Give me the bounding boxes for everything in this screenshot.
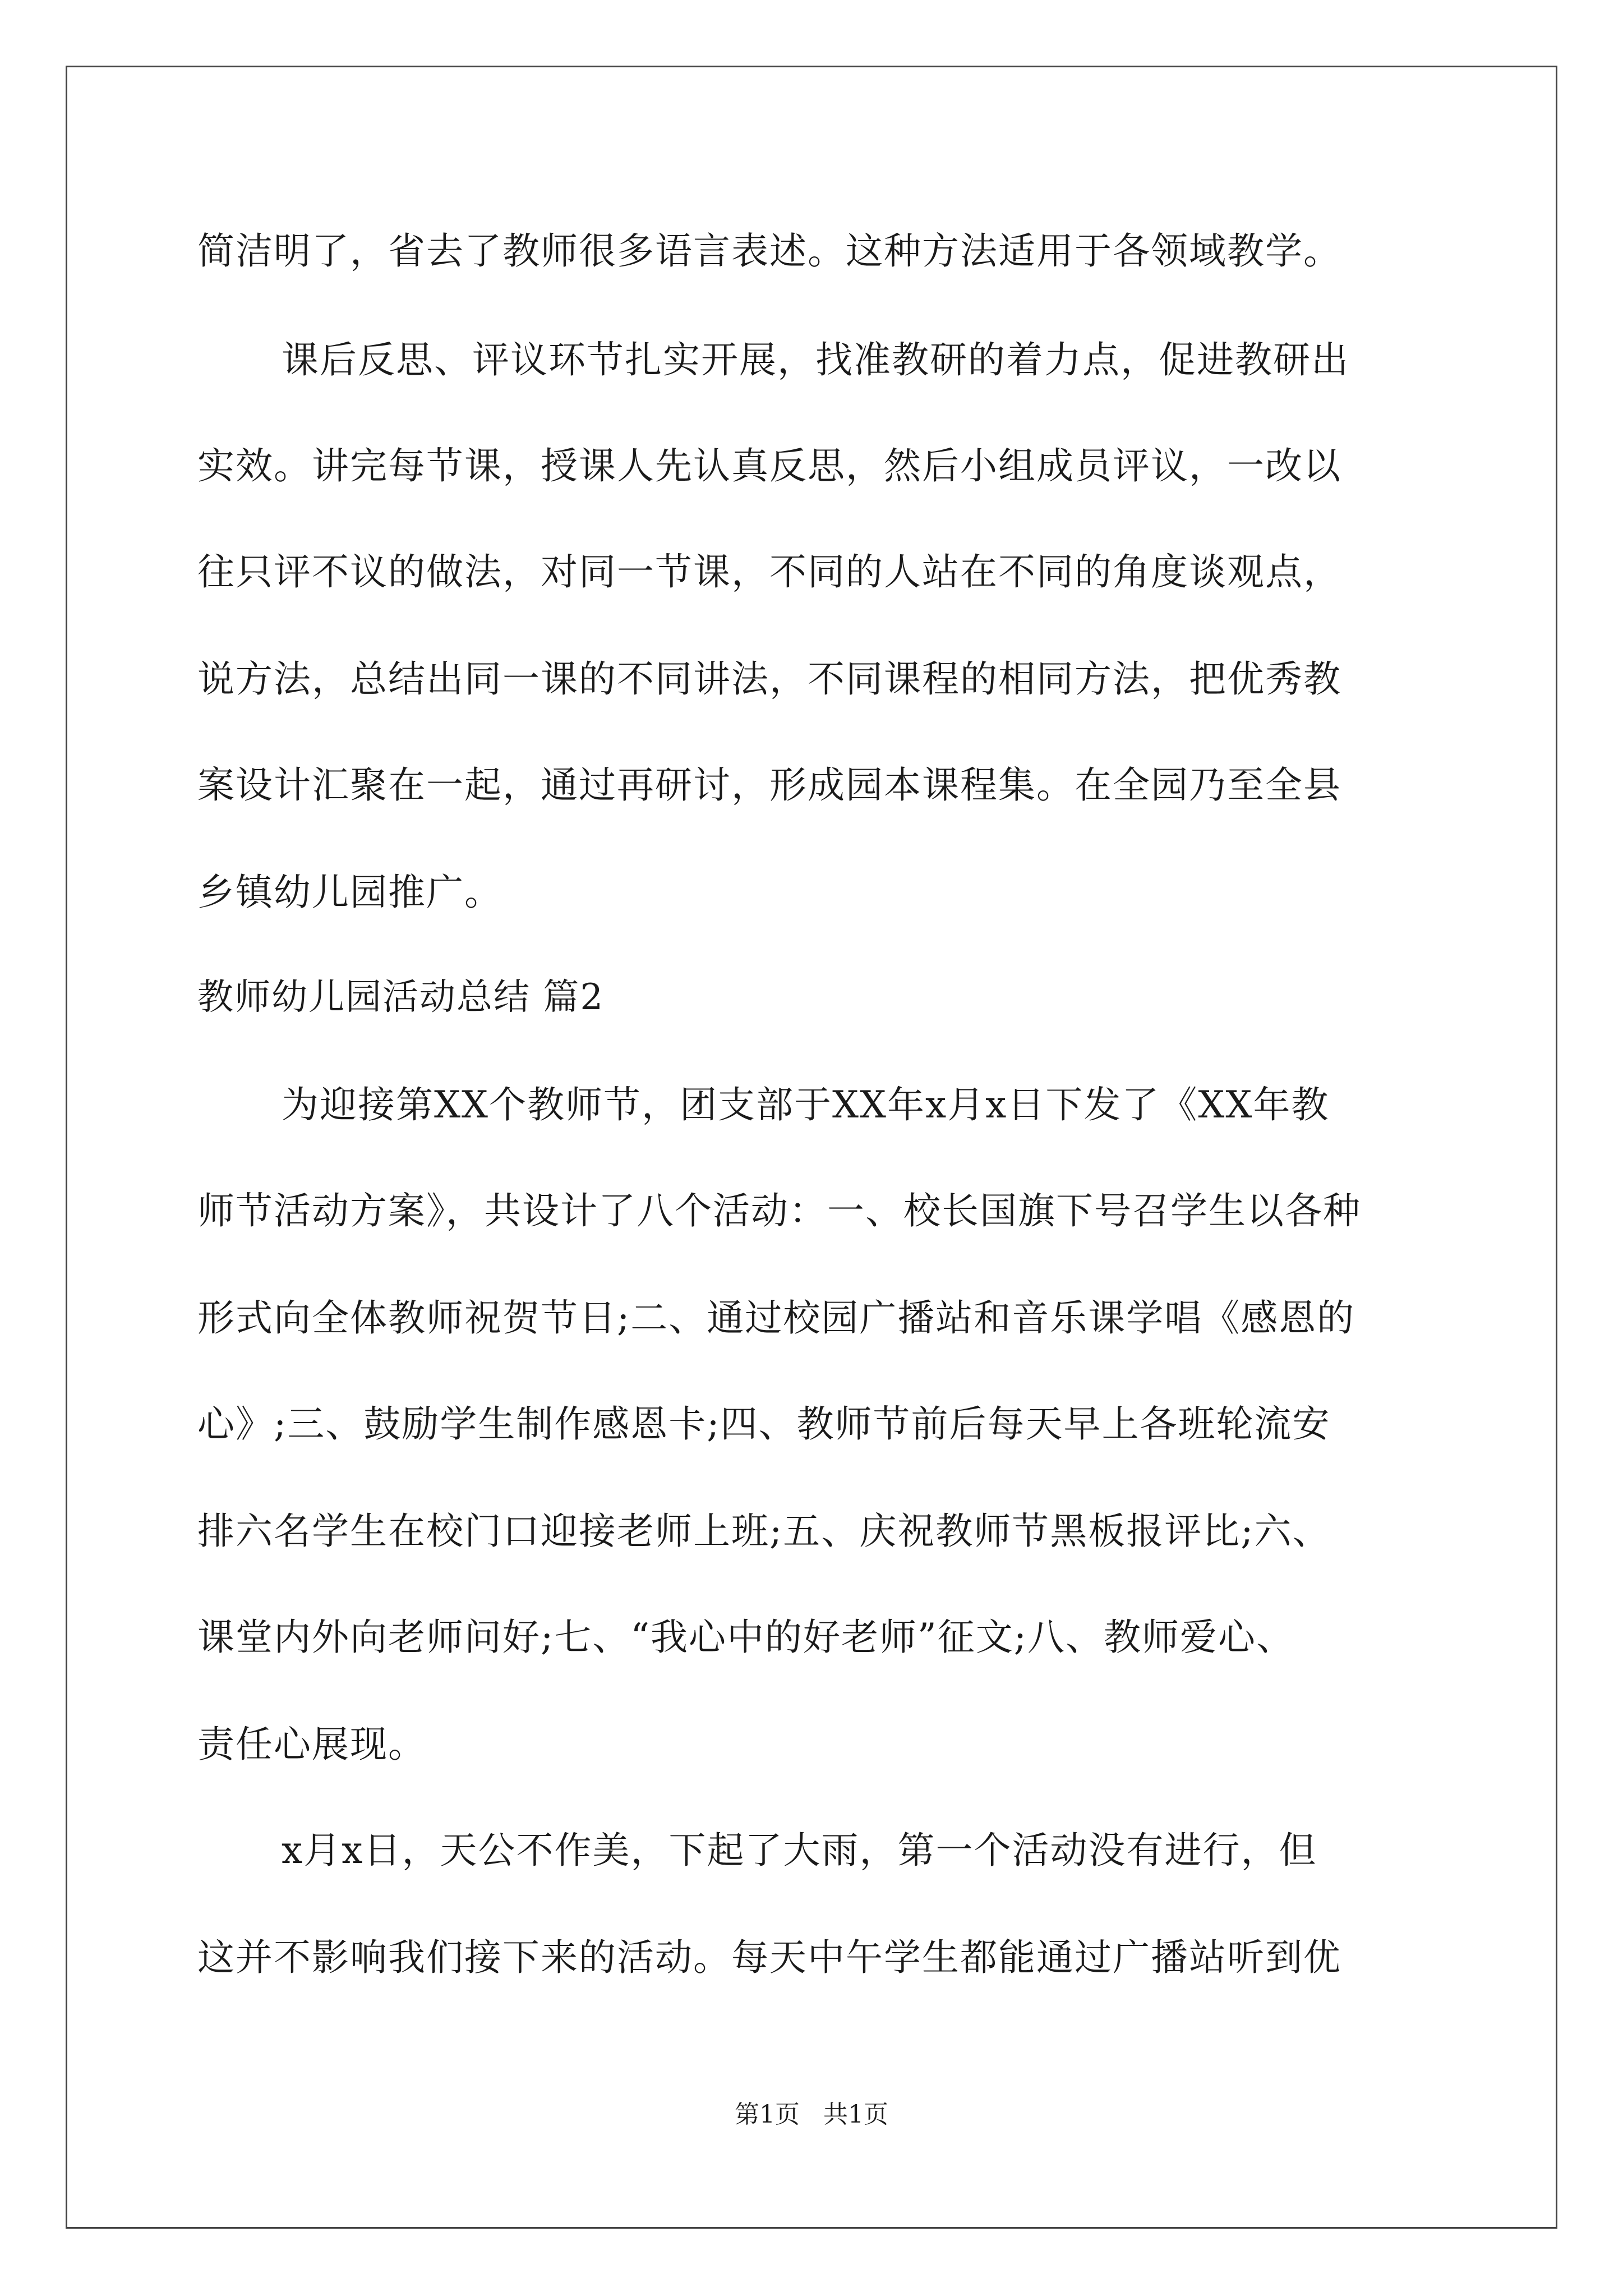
paragraph-line: 课堂内外向老师问好;七、“我心中的好老师”征文;八、教师爱心、 <box>197 1616 1294 1659</box>
paragraph-line: 课后反思、评议环节扎实开展，找准教研的着力点，促进教研出 <box>282 338 1349 381</box>
paragraph-line: 形式向全体教师祝贺节日;二、通过校园广播站和音乐课学唱《感恩的 <box>197 1296 1355 1340</box>
paragraph-line: 为迎接第XX个教师节，团支部于XX年x月x日下发了《XX年教 <box>282 1083 1330 1126</box>
section-heading: 教师幼儿园活动总结 篇2 <box>197 977 605 1018</box>
paragraph-line: 实效。讲完每节课，授课人先认真反思，然后小组成员评议，一改以 <box>197 444 1341 487</box>
paragraph-line: 乡镇幼儿园推广。 <box>197 871 502 914</box>
paragraph-line: 这并不影响我们接下来的活动。每天中午学生都能通过广播站听到优 <box>197 1936 1341 1979</box>
paragraph-line: 排六名学生在校门口迎接老师上班;五、庆祝教师节黑板报评比;六、 <box>197 1510 1331 1553</box>
paragraph-line: 简洁明了，省去了教师很多语言表述。这种方法适用于各领域教学。 <box>197 229 1341 273</box>
paragraph-line: 说方法，总结出同一课的不同讲法，不同课程的相同方法，把优秀教 <box>197 657 1341 701</box>
paragraph-line: 责任心展现。 <box>197 1723 426 1766</box>
paragraph-line: 往只评不议的做法，对同一节课，不同的人站在不同的角度谈观点， <box>197 550 1341 593</box>
paragraph-line: x月x日，天公不作美，下起了大雨，第一个活动没有进行，但 <box>282 1829 1317 1872</box>
paragraph-line: 师节活动方案》，共设计了八个活动：一、校长国旗下号召学生以各种 <box>197 1189 1361 1232</box>
paragraph-line: 案设计汇聚在一起，通过再研讨，形成园本课程集。在全园乃至全县 <box>197 763 1341 807</box>
paragraph-line: 心》;三、鼓励学生制作感恩卡;四、教师节前后每天早上各班轮流安 <box>197 1402 1331 1446</box>
page-footer: 第1页 共1页 <box>735 2100 888 2129</box>
